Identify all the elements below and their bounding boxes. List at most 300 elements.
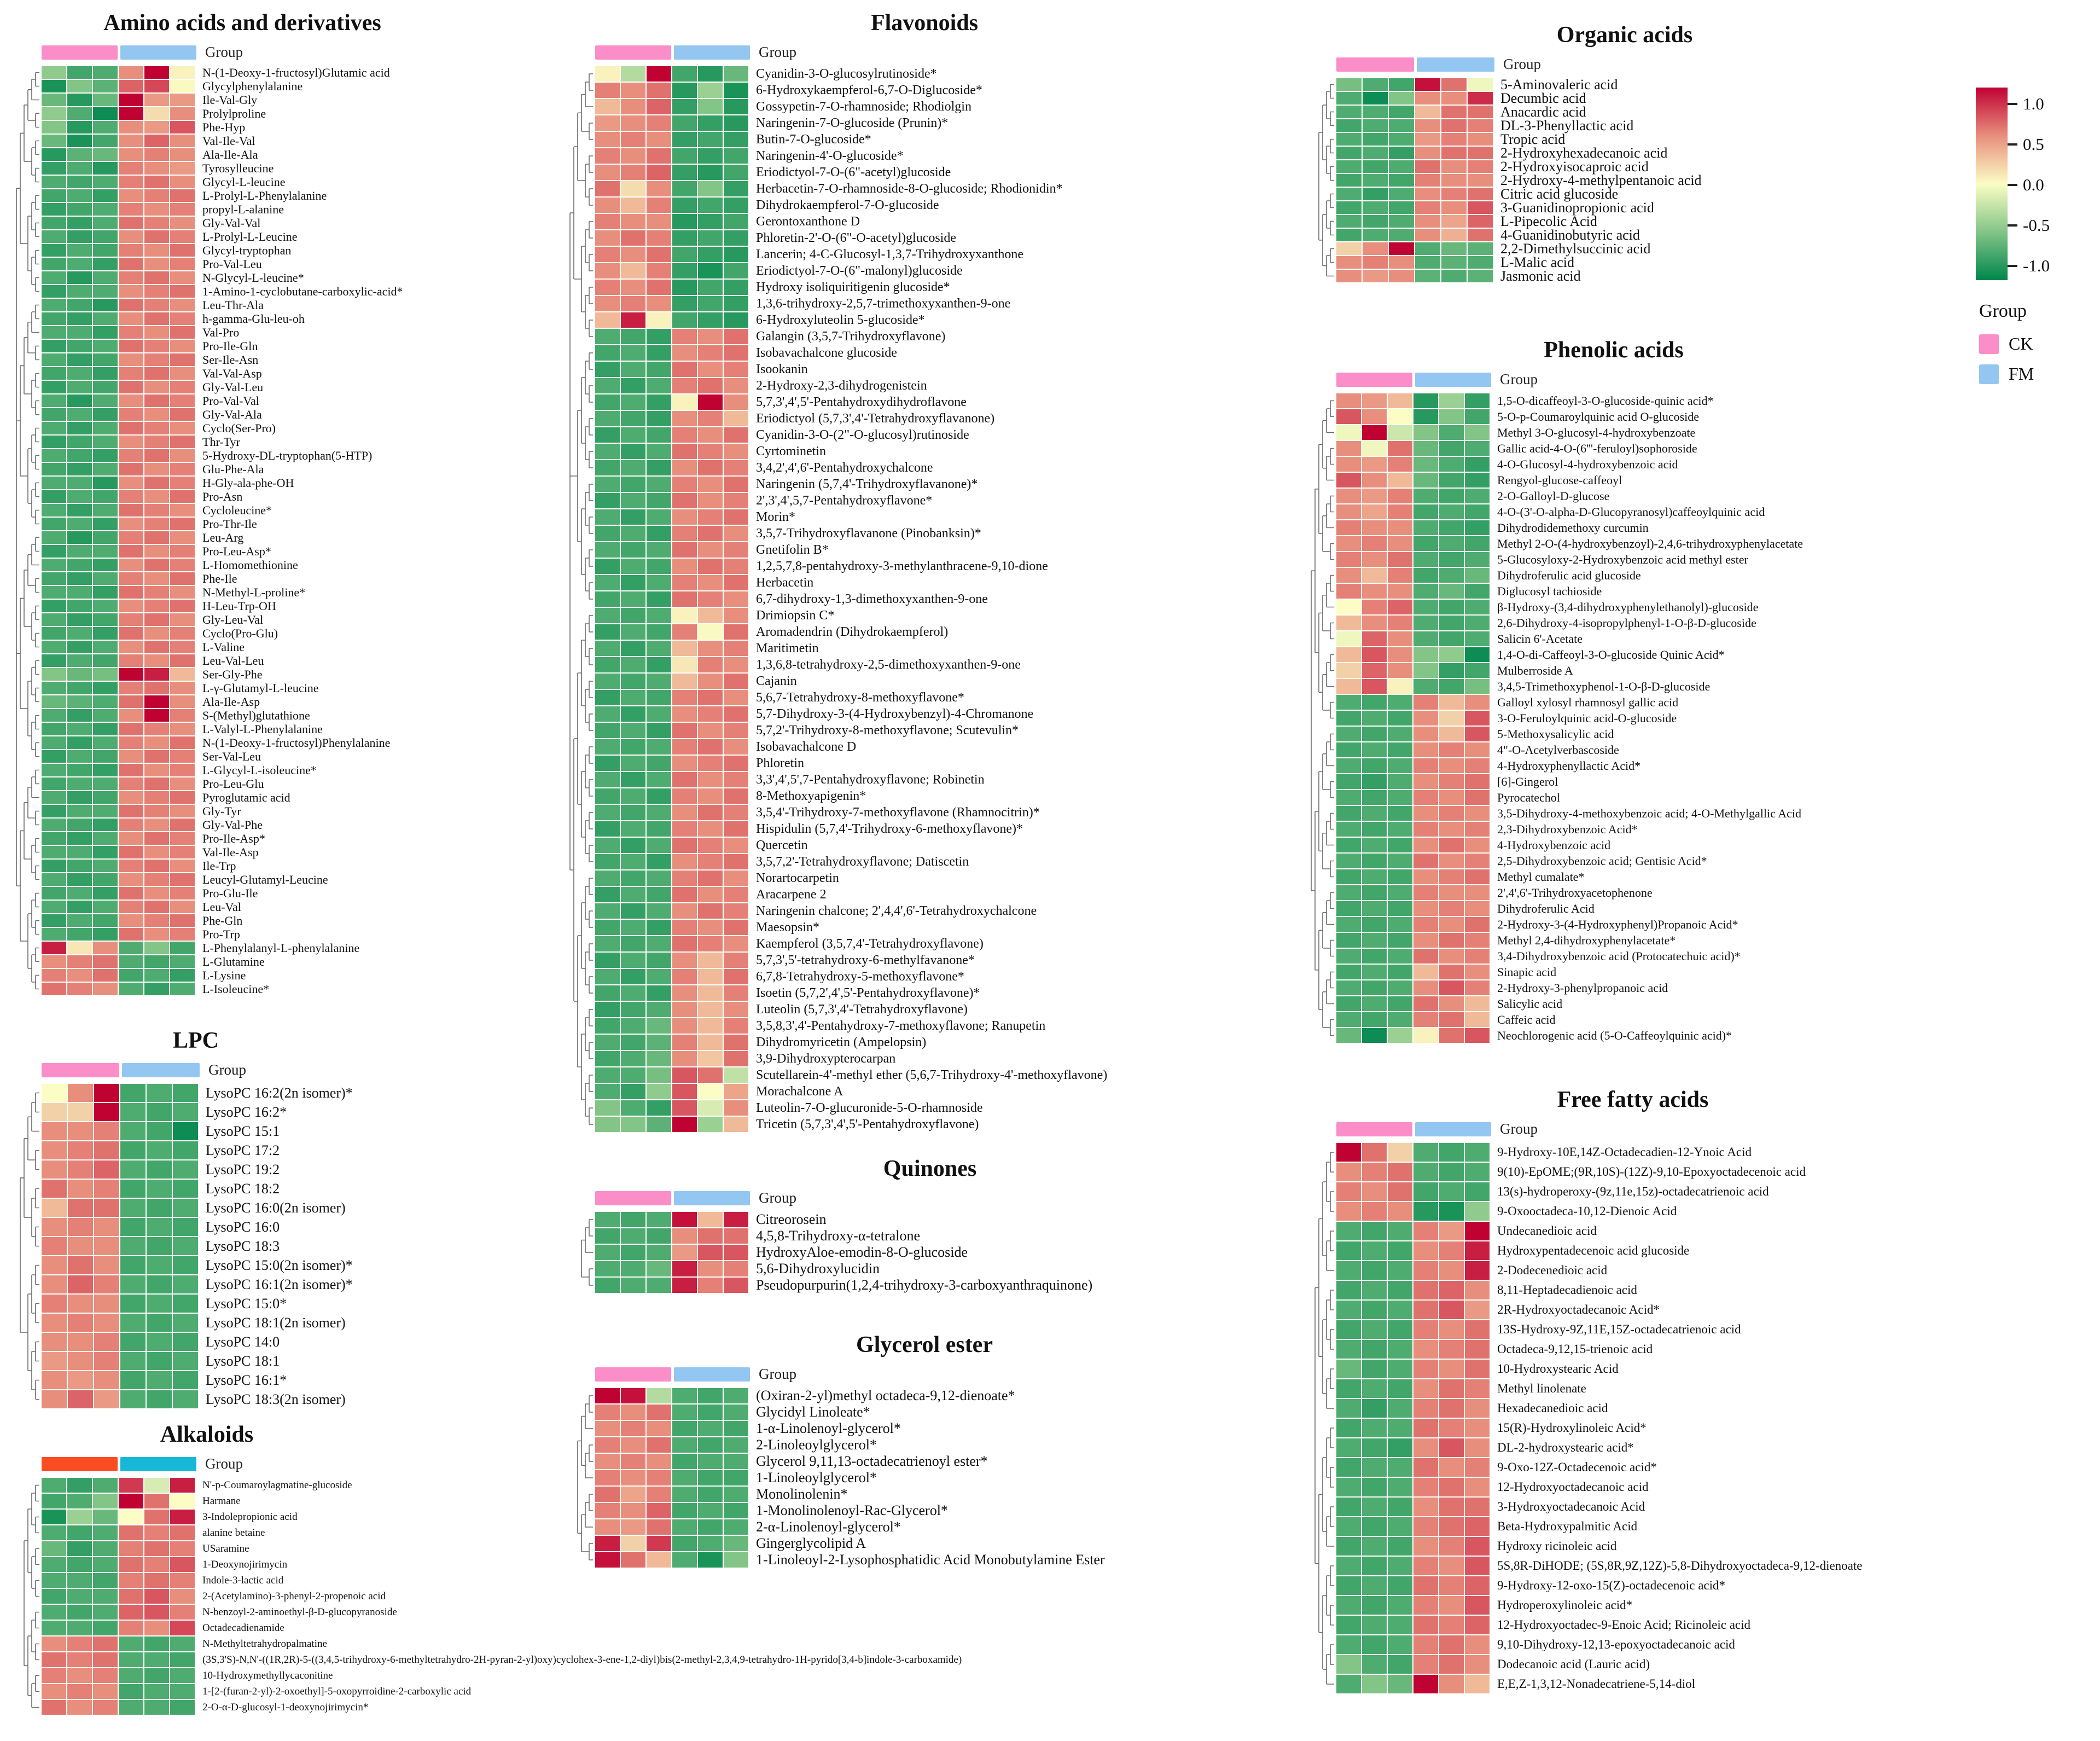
- heatmap-cell: [93, 969, 118, 982]
- heatmap-cell: [67, 764, 92, 776]
- heatmap-cell: [1362, 727, 1387, 741]
- heatmap-cell: [724, 296, 748, 311]
- row-label: Dodecanoic acid (Lauric acid): [1497, 1657, 1650, 1671]
- heatmap-cell: [1413, 1202, 1438, 1221]
- heatmap-cell: [1362, 1340, 1387, 1359]
- heatmap-cell: [1413, 980, 1438, 995]
- heatmap-cell: [1388, 1202, 1412, 1221]
- heatmap-cell: [68, 1160, 93, 1179]
- heatmap-cell: [621, 247, 645, 262]
- heatmap-cell: [621, 1117, 645, 1132]
- heatmap-cell: [42, 1573, 66, 1588]
- heatmap-cell: [621, 1454, 645, 1469]
- heatmap-cell: [647, 444, 671, 459]
- heatmap-cell: [68, 1218, 93, 1236]
- heatmap-cell: [1465, 504, 1490, 519]
- heatmap-cell: [67, 490, 92, 503]
- heatmap-cell: [144, 463, 169, 475]
- heatmap-cell: [93, 394, 118, 407]
- heatmap-cell: [119, 299, 143, 311]
- heatmap-cell: [144, 436, 169, 448]
- heatmap-cell: [144, 271, 169, 284]
- group-bar-fm: [120, 1457, 196, 1471]
- row-label: 8-Methoxyapigenin*: [756, 788, 866, 803]
- row-labels: [1500, 78, 1702, 282]
- heatmap-cell: [1336, 1163, 1361, 1181]
- row-label: LysoPC 14:0: [206, 1333, 280, 1350]
- heatmap-cell: [1388, 647, 1412, 662]
- heatmap-cell: [42, 613, 66, 626]
- panel-title: Amino acids and derivatives: [103, 10, 381, 36]
- heatmap-cell: [1415, 147, 1440, 159]
- heatmap-cell: [595, 920, 620, 935]
- heatmap-cell: [647, 1503, 671, 1518]
- row-label: 5S,8R-DiHODE; (5S,8R,9Z,12Z)-5,8-Dihydroxyoctadeca-9,12-dienoate: [1497, 1559, 1863, 1572]
- heatmap-cell: [621, 1051, 645, 1066]
- heatmap-cell: [1388, 584, 1412, 599]
- row-label: Ser-Val-Leu: [202, 749, 261, 763]
- row-label: Dihydrokaempferol-7-O-glucoside: [756, 198, 939, 212]
- heatmap-cell: [170, 1510, 195, 1524]
- row-label: Tyrosylleucine: [202, 161, 274, 175]
- heatmap-cell: [42, 80, 66, 92]
- heatmap-cell: [595, 674, 620, 689]
- heatmap-cell: [1362, 1438, 1387, 1457]
- heatmap-cell: [621, 1228, 645, 1244]
- heatmap-cell: [1439, 980, 1464, 995]
- heatmap-cell: [93, 613, 118, 626]
- heatmap-cell: [93, 1605, 118, 1620]
- heatmap-cell: [67, 394, 92, 407]
- dendrogram: [1310, 1143, 1334, 1693]
- heatmap-cell: [698, 608, 723, 623]
- row-label: Cyanidin-3-O-(2"-O-glucosyl)rutinoside: [756, 427, 969, 442]
- heatmap-cell: [93, 189, 118, 202]
- heatmap-cell: [621, 509, 645, 525]
- dendrogram: [15, 1084, 39, 1408]
- heatmap-cell: [170, 873, 195, 886]
- heatmap-cell: [170, 736, 195, 749]
- group-bar-ck: [595, 45, 671, 60]
- heatmap-cell: [1439, 838, 1464, 852]
- row-label: Leu-Val: [202, 899, 241, 914]
- heatmap-cell: [1388, 996, 1412, 1011]
- panel-title: Phenolic acids: [1544, 338, 1684, 363]
- heatmap-cell: [698, 411, 723, 426]
- heatmap-cell: [698, 1421, 723, 1436]
- heatmap-cell: [1336, 854, 1361, 868]
- row-label: Thr-Tyr: [202, 434, 240, 449]
- heatmap-cell: [170, 1621, 195, 1635]
- heatmap-cell: [1441, 147, 1467, 159]
- dendrogram: [569, 66, 593, 1132]
- heatmap-cell: [724, 509, 748, 525]
- heatmap-cell: [595, 608, 620, 623]
- heatmap-cell: [1413, 1655, 1438, 1674]
- heatmap-cell: [42, 736, 66, 749]
- heatmap-cell: [67, 367, 92, 380]
- heatmap-cell: [144, 367, 169, 380]
- row-label: Gly-Tyr: [202, 804, 241, 818]
- group-bar-row: [1336, 56, 1939, 73]
- heatmap-cell: [1336, 409, 1361, 424]
- heatmap-cell: [724, 657, 748, 672]
- heatmap-cell: [119, 928, 143, 941]
- heatmap-cell: [67, 860, 92, 872]
- heatmap-cell: [42, 1084, 67, 1102]
- row-label: Gly-Val-Ala: [202, 407, 262, 421]
- heatmap-cell: [698, 542, 723, 558]
- heatmap-grid: [1336, 78, 1493, 282]
- heatmap-cell: [170, 1589, 195, 1604]
- heatmap-cell: [672, 378, 697, 393]
- heatmap-cell: [144, 613, 169, 626]
- heatmap-cell: [1389, 201, 1414, 214]
- heatmap-cell: [42, 860, 66, 872]
- heatmap-cell: [647, 132, 671, 147]
- heatmap-cell: [144, 846, 169, 858]
- heatmap-cell: [42, 654, 66, 667]
- heatmap-cell: [672, 706, 697, 722]
- heatmap-cell: [67, 1494, 92, 1508]
- heatmap-cell: [621, 1067, 645, 1083]
- row-label: 3,5,8,3',4'-Pentahydroxy-7-methoxyflavone; Ranupetin: [756, 1018, 1046, 1033]
- heatmap-cell: [1336, 647, 1361, 662]
- heatmap-cell: [42, 1494, 66, 1508]
- heatmap-cell: [42, 135, 66, 147]
- heatmap-cell: [93, 422, 118, 434]
- row-label: 6,7-dihydroxy-1,3-dimethoxyxanthen-9-one: [756, 591, 988, 606]
- row-label: 1-α-Linolenoyl-glycerol*: [756, 1420, 901, 1436]
- heatmap-cell: [1336, 869, 1361, 884]
- heatmap-cell: [68, 1295, 93, 1313]
- heatmap-cell: [647, 559, 671, 574]
- heatmap-cell: [1439, 1498, 1464, 1516]
- heatmap-cell: [94, 1352, 119, 1370]
- heatmap-cell: [647, 542, 671, 558]
- heatmap-cell: [595, 99, 620, 114]
- heatmap-cell: [147, 1256, 172, 1274]
- row-label: 2-α-Linolenoyl-glycerol*: [756, 1519, 901, 1535]
- heatmap-cell: [698, 460, 723, 475]
- heatmap-cell: [672, 657, 697, 672]
- heatmap-cell: [42, 545, 66, 558]
- heatmap-cell: [93, 572, 118, 585]
- heatmap-cell: [595, 1552, 620, 1568]
- heatmap-cell: [647, 953, 671, 968]
- heatmap-cell: [672, 821, 697, 837]
- heatmap-cell: [1389, 133, 1414, 146]
- heatmap-cell: [1336, 1478, 1361, 1496]
- row-label: 2-O-α-D-glucosyl-1-deoxynojirimycin*: [202, 1701, 369, 1713]
- heatmap-cell: [170, 1700, 195, 1715]
- heatmap-cell: [1413, 1360, 1438, 1378]
- heatmap-cell: [119, 66, 143, 79]
- heatmap-cell: [119, 764, 143, 776]
- row-label: 1-Amino-1-cyclobutane-carboxylic-acid*: [202, 284, 403, 298]
- row-label: N-benzoyl-2-aminoethyl-β-D-glucopyranoside: [202, 1606, 397, 1618]
- row-label: Tricetin (5,7,3',4',5'-Pentahydroxyflavone): [756, 1117, 979, 1131]
- heatmap-cell: [170, 189, 195, 202]
- heatmap-cell: [1362, 1222, 1387, 1240]
- heatmap-cell: [1465, 457, 1490, 472]
- heatmap-cell: [1362, 869, 1387, 884]
- heatmap-cell: [144, 1621, 169, 1635]
- heatmap-cell: [647, 394, 671, 410]
- heatmap-cell: [647, 657, 671, 672]
- heatmap-cell: [698, 1261, 723, 1276]
- heatmap-cell: [42, 148, 66, 161]
- heatmap-cell: [1388, 1281, 1412, 1299]
- heatmap-cell: [93, 518, 118, 530]
- heatmap-cell: [1439, 1458, 1464, 1477]
- heatmap-cell: [698, 378, 723, 393]
- heatmap-cell: [144, 66, 169, 79]
- heatmap-cell: [1362, 1517, 1387, 1536]
- heatmap-cell: [621, 1035, 645, 1050]
- heatmap-cell: [144, 695, 169, 708]
- row-label: L-Pipecolic Acid: [1500, 213, 1597, 229]
- heatmap-cell: [94, 1141, 119, 1159]
- heatmap-cell: [1439, 933, 1464, 948]
- heatmap-cell: [94, 1103, 119, 1121]
- heatmap-cell: [42, 668, 66, 681]
- row-label: Dihydroferulic acid glucoside: [1497, 568, 1641, 582]
- heatmap-cell: [1415, 256, 1440, 269]
- heatmap-cell: [170, 230, 195, 243]
- row-label: propyl-L-alanine: [202, 202, 284, 216]
- heatmap-cell: [698, 394, 723, 410]
- heatmap-cell: [1362, 965, 1387, 979]
- row-label: E,E,Z-1,3,12-Nonadecatriene-5,14-diol: [1497, 1677, 1696, 1691]
- heatmap-cell: [94, 1084, 119, 1102]
- heatmap-cell: [1465, 885, 1490, 900]
- group-bar-label: Group: [205, 44, 243, 60]
- heatmap-cell: [621, 1018, 645, 1034]
- heatmap-cell: [621, 641, 645, 656]
- heatmap-cell: [170, 819, 195, 831]
- row-label: Ala-Ile-Asp: [202, 694, 260, 709]
- heatmap-cell: [672, 1002, 697, 1017]
- row-label: Galangin (3,5,7-Trihydroxyflavone): [756, 329, 946, 344]
- row-label: Dihydrodidemethoxy curcumin: [1497, 520, 1649, 535]
- heatmap-cell: [1439, 1163, 1464, 1181]
- heatmap-cell: [1336, 1222, 1361, 1240]
- heatmap-cell: [595, 591, 620, 607]
- heatmap-cell: [1362, 393, 1387, 408]
- heatmap-cell: [144, 955, 169, 968]
- heatmap-cell: [1388, 473, 1412, 488]
- heatmap-cell: [119, 217, 143, 229]
- heatmap-cell: [1439, 758, 1464, 773]
- heatmap-cell: [1388, 1419, 1412, 1437]
- heatmap-cell: [1363, 106, 1388, 118]
- heatmap-cell: [1413, 901, 1438, 916]
- heatmap-cell: [119, 1510, 143, 1524]
- heatmap-cell: [1336, 1517, 1361, 1536]
- heatmap-cell: [1415, 270, 1440, 282]
- heatmap-cell: [119, 189, 143, 202]
- heatmap-cell: [1362, 1419, 1387, 1437]
- heatmap-cell: [672, 903, 697, 919]
- heatmap-cell: [93, 107, 118, 120]
- heatmap-cell: [1336, 1143, 1361, 1162]
- heatmap-cell: [1388, 727, 1412, 741]
- heatmap-cell: [1336, 1537, 1361, 1556]
- heatmap-cell: [1336, 457, 1361, 472]
- heatmap-cell: [170, 1652, 195, 1667]
- heatmap-cell: [67, 1573, 92, 1588]
- heatmap-cell: [1362, 1012, 1387, 1027]
- panel-title: Quinones: [883, 1156, 977, 1181]
- heatmap-cell: [672, 887, 697, 902]
- heatmap-cell: [1389, 270, 1414, 282]
- heatmap-cell: [724, 263, 748, 278]
- heatmap-cell: [1465, 996, 1490, 1011]
- heatmap-cell: [672, 247, 697, 262]
- row-label: Quercetin: [756, 838, 808, 852]
- heatmap-cell: [1439, 790, 1464, 805]
- heatmap-cell: [93, 477, 118, 489]
- row-label: 4-Guanidinobutyric acid: [1500, 227, 1640, 243]
- heatmap-cell: [147, 1390, 172, 1408]
- heatmap-cell: [119, 887, 143, 899]
- heatmap-cell: [1362, 695, 1387, 710]
- row-label: Pro-Leu-Asp*: [202, 544, 271, 558]
- heatmap-cell: [724, 1421, 748, 1436]
- row-label: Glycylphenylalanine: [202, 79, 303, 93]
- heatmap-cell: [672, 1421, 697, 1436]
- heatmap-cell: [724, 690, 748, 705]
- heatmap-cell: [647, 641, 671, 656]
- row-label: 2R-Hydroxyoctadecanoic Acid*: [1497, 1303, 1660, 1316]
- heatmap-cell: [672, 509, 697, 525]
- heatmap-cell: [120, 1371, 146, 1389]
- row-label: 2-Linoleoylglycerol*: [756, 1437, 877, 1453]
- heatmap-cell: [119, 627, 143, 640]
- heatmap-cell: [1439, 568, 1464, 583]
- heatmap-cell: [1439, 504, 1464, 519]
- row-label: 4-O-Glucosyl-4-hydroxybenzoic acid: [1497, 457, 1678, 471]
- heatmap-cell: [173, 1103, 198, 1121]
- heatmap-cell: [67, 777, 92, 790]
- heatmap-cell: [1362, 854, 1387, 868]
- heatmap-cell: [1362, 1596, 1387, 1615]
- heatmap-cell: [724, 247, 748, 262]
- heatmap-cell: [1465, 616, 1490, 630]
- heatmap-cell: [42, 353, 66, 366]
- heatmap-cell: [1362, 616, 1387, 630]
- heatmap-cell: [724, 674, 748, 689]
- heatmap-cell: [144, 791, 169, 804]
- heatmap-cell: [1439, 473, 1464, 488]
- heatmap-cell: [42, 490, 66, 503]
- panel-title: Free fatty acids: [1557, 1087, 1709, 1112]
- heatmap-cell: [67, 736, 92, 749]
- heatmap-cell: [1336, 695, 1361, 710]
- heatmap-cell: [144, 107, 169, 120]
- heatmap-cell: [1389, 256, 1414, 269]
- heatmap-cell: [144, 1652, 169, 1667]
- heatmap-cell: [698, 1067, 723, 1083]
- heatmap-cell: [698, 1503, 723, 1518]
- heatmap-cell: [1413, 600, 1438, 614]
- heatmap-cell: [724, 1018, 748, 1034]
- heatmap-cell: [1336, 147, 1362, 159]
- row-label: Mulberroside A: [1497, 663, 1573, 677]
- heatmap-cell: [93, 1589, 118, 1604]
- heatmap-cell: [1336, 1635, 1361, 1654]
- ck-label: CK: [2009, 334, 2033, 353]
- row-label: Pro-Asn: [202, 489, 243, 503]
- heatmap-cell: [621, 920, 645, 935]
- heatmap-cell: [170, 477, 195, 489]
- heatmap-cell: [93, 531, 118, 544]
- heatmap-cell: [1465, 1576, 1490, 1595]
- heatmap-cell: [93, 559, 118, 571]
- row-label: Val-Ile-Asp: [202, 845, 259, 859]
- heatmap-cell: [1336, 600, 1361, 614]
- heatmap-cell: [724, 854, 748, 869]
- group-bar-row: [595, 1366, 1280, 1383]
- heatmap-cell: [672, 1552, 697, 1568]
- row-label: 2-Hydroxyisocaproic acid: [1500, 158, 1649, 175]
- heatmap-cell: [1362, 1202, 1387, 1221]
- heatmap-cell: [173, 1141, 198, 1159]
- group-legend: [1979, 301, 2034, 394]
- heatmap-cell: [119, 340, 143, 352]
- heatmap-cell: [621, 230, 645, 246]
- group-bar-label: Group: [208, 1061, 246, 1078]
- heatmap-cell: [144, 217, 169, 229]
- heatmap-cell: [1413, 790, 1438, 805]
- heatmap-cell: [1465, 1537, 1490, 1556]
- heatmap-cell: [67, 654, 92, 667]
- heatmap-cell: [42, 777, 66, 790]
- heatmap-cell: [93, 723, 118, 735]
- row-label: LysoPC 19:2: [206, 1161, 280, 1177]
- heatmap-cell: [119, 94, 143, 106]
- heatmap-cell: [698, 723, 723, 738]
- heatmap-cell: [120, 1390, 146, 1408]
- heatmap-cell: [1465, 1379, 1490, 1398]
- row-label: 13(s)-hydroperoxy-(9z,11e,15z)-octadecatrienoic acid: [1497, 1185, 1769, 1198]
- heatmap-cell: [67, 504, 92, 517]
- heatmap-cell: [724, 132, 748, 147]
- row-labels: [206, 1084, 353, 1408]
- heatmap-cell: [595, 838, 620, 853]
- heatmap-cell: [1413, 1222, 1438, 1240]
- heatmap-cell: [1441, 215, 1467, 228]
- heatmap-cell: [42, 1314, 67, 1332]
- row-label: Citreorosein: [756, 1211, 827, 1227]
- heatmap-cell: [119, 572, 143, 585]
- heatmap-cell: [647, 1519, 671, 1535]
- heatmap-cell: [647, 690, 671, 705]
- heatmap-cell: [67, 1589, 92, 1604]
- group-bar-label: Group: [1500, 1121, 1538, 1137]
- heatmap-cell: [1413, 854, 1438, 868]
- heatmap-cell: [698, 1519, 723, 1535]
- heatmap-cell: [621, 887, 645, 902]
- heatmap-cell: [647, 788, 671, 804]
- row-labels: [1497, 393, 1803, 1043]
- heatmap-cell: [1468, 119, 1493, 132]
- heatmap-cell: [1388, 536, 1412, 551]
- heatmap-cell: [1413, 774, 1438, 789]
- heatmap-cell: [1336, 980, 1361, 995]
- heatmap-cell: [647, 83, 671, 98]
